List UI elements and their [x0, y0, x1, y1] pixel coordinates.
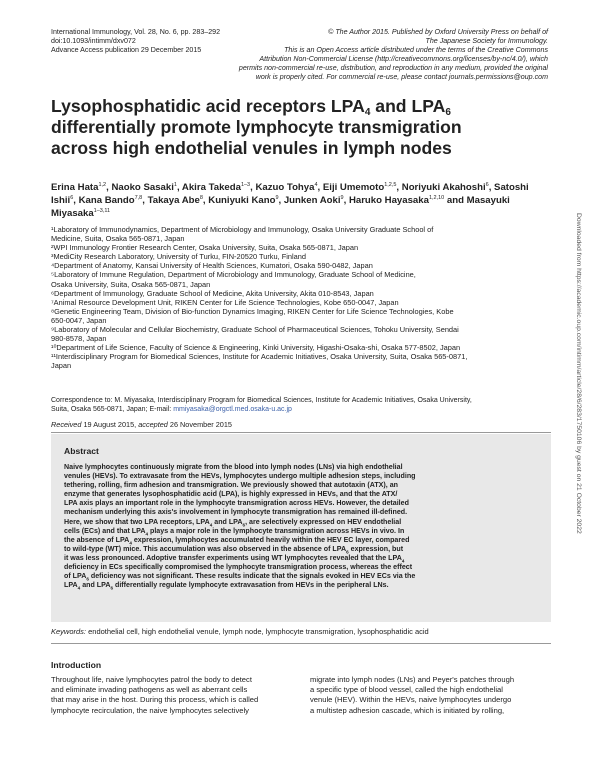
license-notice	[230, 28, 548, 82]
intro-column-left	[51, 675, 291, 716]
abstract-line: the absence of $LPA_4$ expression, lymphocytes accumulated heavily within the HEV EC layer, compared	[64, 535, 410, 546]
affiliation-line: ⁶Department of Immunology, Graduate School of Medicine, Akita University, Akita 010-8543, Japan	[51, 288, 374, 298]
article-title	[51, 96, 551, 159]
advance-access-date: Advance Access publication 29 December 2015	[51, 46, 202, 54]
title-line-1: Lysophosphatidic acid receptors $LPA_4$ and $LPA_6$	[51, 96, 451, 118]
text-line: that may arise in the host. During this process, which is called	[51, 695, 259, 705]
abstract-line: LPA axis plays an important role in the lymphocyte transmigration across HEVs. However, the detailed	[64, 499, 409, 508]
affiliation-line: Medicine, Suita, Osaka 565-0871, Japan	[51, 234, 185, 244]
correspondence	[51, 396, 561, 414]
author-name[interactable]: Noriyuki Akahoshi$^6$	[401, 181, 489, 193]
text-line: migrate into lymph nodes (LNs) and Peyer's patches through	[310, 675, 515, 684]
author-name[interactable]: Akira Takeda$^{1-3}$	[181, 181, 251, 193]
affiliation-line: ¹⁰Department of Life Science, Faculty of Science & Engineering, Kinki University, Higashi-Osaka-shi, Osaka 577-8502, Japan	[51, 343, 461, 353]
abstract-line: $LPA_4$ and $LPA_6$ differentially regulate lymphocyte extravasation from HEVs in the peripheral LNs.	[64, 581, 389, 591]
license-line: permits non-commercial re-use, distribution, and reproduction in any medium, provided the original	[238, 64, 548, 72]
affiliation-line: ⁷Animal Resource Development Unit, RIKEN Center for Life Science Technologies, Kobe 650-0047, Japan	[51, 297, 399, 307]
keywords: Keywords: endothelial cell, high endothelial venule, lymph node, lymphocyte transmigration, lysophosphatidic acid	[51, 627, 429, 636]
title-line-3: across high endothelial venules in lymph nodes	[51, 138, 452, 158]
abstract-line: cells (ECs) and that $LPA_4$ plays a major role in the lymphocyte transmigration across HEVs in vivo. In	[64, 526, 405, 537]
divider	[51, 432, 551, 433]
correspondence-line: Suita, Osaka 565-0871, Japan; E-mail: mmiyasaka@orgctl.med.osaka-u.ac.jp	[51, 406, 292, 414]
text-line: Throughout life, naive lymphocytes patrol the body to detect	[51, 675, 252, 684]
text-line: venule (HEV). Within the HEVs, naive lymphocytes undergo	[310, 695, 512, 705]
abstract-line: to wild-type (WT) mice. This accumulation was also observed in the absence of $LPA_6$ expression, but	[64, 544, 404, 555]
affiliation-line: ²WPI Immunology Frontier Research Center, Osaka University, Suita, Osaka 565-0871, Japan	[51, 243, 359, 253]
author-list: Erina Hata$^{1,2}$, Naoko Sasaki$^1$, Akira Takeda$^{1-3}$, Kazuo Tohya$^4$, Eiji Umemoto$^{1,2,5}$, Noriyuki Akahoshi$^6$, Satoshi Ishii$^6$, Kana Bando$^{7,8}$, Takaya Abe$^8$, Kuniyuki Kano$^9$, Junken Aoki$^9$, Haruko Hayasaka$^{1,2,10}$ and Masayuki Miyasaka$^{1-3,11}$	[51, 181, 529, 219]
abstract-line: deficiency in ECs specifically compromised the lymphocyte transmigration process, whereas the effect	[64, 563, 413, 572]
affiliation-line: ⁵Laboratory of Immune Regulation, Department of Microbiology and Immunology, Graduate School of Medicine,	[51, 270, 416, 280]
abstract-line: tethering, rolling, firm adhesion and transmigration. We previously showed that autotaxin (ATX), an	[64, 481, 398, 490]
affiliation-line: Japan	[51, 361, 72, 371]
affiliation-line: ⁹Laboratory of Molecular and Cellular Biochemistry, Graduate School of Pharmaceutical Sciences, Tohoku University, Sendai	[51, 325, 459, 335]
author-name[interactable]: Erina Hata$^{1,2}$	[51, 181, 107, 193]
abstract-body	[64, 463, 542, 590]
affiliation-line: Osaka University, Suita, Osaka 565-0871, Japan	[51, 279, 211, 289]
received-dates: Received 19 August 2015, accepted 26 November 2015	[51, 420, 232, 429]
abstract-line: venules (HEVs). To extravasate from the HEVs, lymphocytes undergo multiple adhesion steps, including	[64, 472, 416, 481]
title-line-2: differentially promote lymphocyte transmigration	[51, 117, 462, 137]
abstract-line: it was less pronounced. Adoptive transfer experiments using WT lymphocytes revealed that the $LPA_4$	[64, 553, 405, 564]
author-name[interactable]: Kana Bando$^{7,8}$	[78, 194, 143, 206]
author-name[interactable]: Kuniyuki Kano$^9$	[208, 194, 279, 206]
authors-and: and	[446, 195, 464, 206]
divider	[51, 643, 551, 644]
abstract-line: Naive lymphocytes continuously migrate from the blood into lymph nodes (LNs) via high endothelial	[64, 463, 403, 471]
affiliation-line: ¹¹Interdisciplinary Program for Biomedical Sciences, Institute for Academic Initiatives, Osaka University, Suita, Osaka 565-0871,	[51, 352, 468, 362]
author-name[interactable]: Eiji Umemoto$^{1,2,5}$	[322, 181, 397, 193]
download-stamp: Downloaded from https://academic.oup.com/intimm/article/28/6/283/1750106 by guest on 21 October 2022	[575, 213, 582, 534]
author-name[interactable]: Naoko Sasaki$^1$	[111, 181, 177, 193]
abstract-line: enzyme that generates lysophosphatidic acid (LPA), is highly expressed in HEVs, and that the ATX/	[64, 490, 398, 499]
license-line: © The Author 2015. Published by Oxford University Press on behalf of	[328, 28, 548, 36]
license-line: This is an Open Access article distributed under the terms of the Creative Commons	[284, 46, 548, 54]
author-name[interactable]: Takaya Abe$^8$	[147, 194, 203, 206]
abstract-heading: Abstract	[64, 446, 99, 456]
affiliation-line: 980-8578, Japan	[51, 334, 107, 344]
journal-citation: International Immunology, Vol. 28, No. 6, pp. 283–292	[51, 28, 221, 36]
affiliation-line: ⁴Department of Anatomy, Kansai University of Health Sciences, Kumatori, Osaka 590-0482, Japan	[51, 261, 373, 271]
intro-column-right	[310, 675, 550, 716]
text-line: lymphocyte recirculation, the naive lymphocytes selectively	[51, 705, 249, 715]
affiliation-line: 650-0047, Japan	[51, 315, 107, 325]
correspondence-line: Correspondence to: M. Miyasaka, Interdisciplinary Program for Biomedical Sciences, Institute for Academic Initiatives, Osaka University,	[51, 397, 472, 404]
affiliation-list	[51, 225, 551, 371]
license-line: The Japanese Society for Immunology.	[425, 37, 548, 45]
abstract-line: of $LPA_6$ deficiency was not significant. These results indicate that the signals evoked in HEV ECs via the	[64, 572, 416, 582]
introduction-heading: Introduction	[51, 660, 102, 670]
text-line: a specific type of blood vessel, called the high endothelial	[310, 685, 503, 695]
license-line: work is properly cited. For commercial re-use, please contact journals.permissions@oup.com	[255, 73, 548, 81]
text-line: a multistep adhesion cascade, which is initiated by rolling,	[310, 705, 505, 715]
affiliation-line: ¹Laboratory of Immunodynamics, Department of Microbiology and Immunology, Osaka University Graduate School of	[51, 225, 434, 234]
doi[interactable]: doi:10.1093/intimm/dxv072	[51, 37, 136, 45]
author-name[interactable]: Haruko Hayasaka$^{1,2,10}$	[348, 194, 445, 206]
affiliation-line: ³MediCity Research Laboratory, University of Turku, FIN-20520 Turku, Finland	[51, 252, 306, 262]
text-line: and eliminate invading pathogens as well as aberrant cells	[51, 685, 248, 695]
affiliation-line: ⁸Genetic Engineering Team, Division of Bio-function Dynamics Imaging, RIKEN Center for Life Science Technologies, Kobe	[51, 306, 454, 316]
license-line: Attribution Non-Commercial License (http://creativecommons.org/licenses/by-nc/4.0/), which	[259, 55, 548, 63]
author-name[interactable]: Masayuki Miyasaka$^{1-3,11}$	[51, 195, 510, 219]
email-link[interactable]: mmiyasaka@orgctl.med.osaka-u.ac.jp	[173, 406, 292, 414]
abstract-line: Here, we show that two LPA receptors, $LPA_4$ and $LPA_6$, are selectively expressed on HEV endothelial	[64, 517, 402, 527]
author-name[interactable]: Satoshi Ishii$^6$	[51, 182, 529, 206]
abstract-line: mechanism underlying this axis's involvement in lymphocyte transmigration has remained ill-defined.	[64, 508, 408, 517]
author-name[interactable]: Junken Aoki$^9$	[283, 194, 344, 206]
author-name[interactable]: Kazuo Tohya$^4$	[255, 181, 318, 193]
